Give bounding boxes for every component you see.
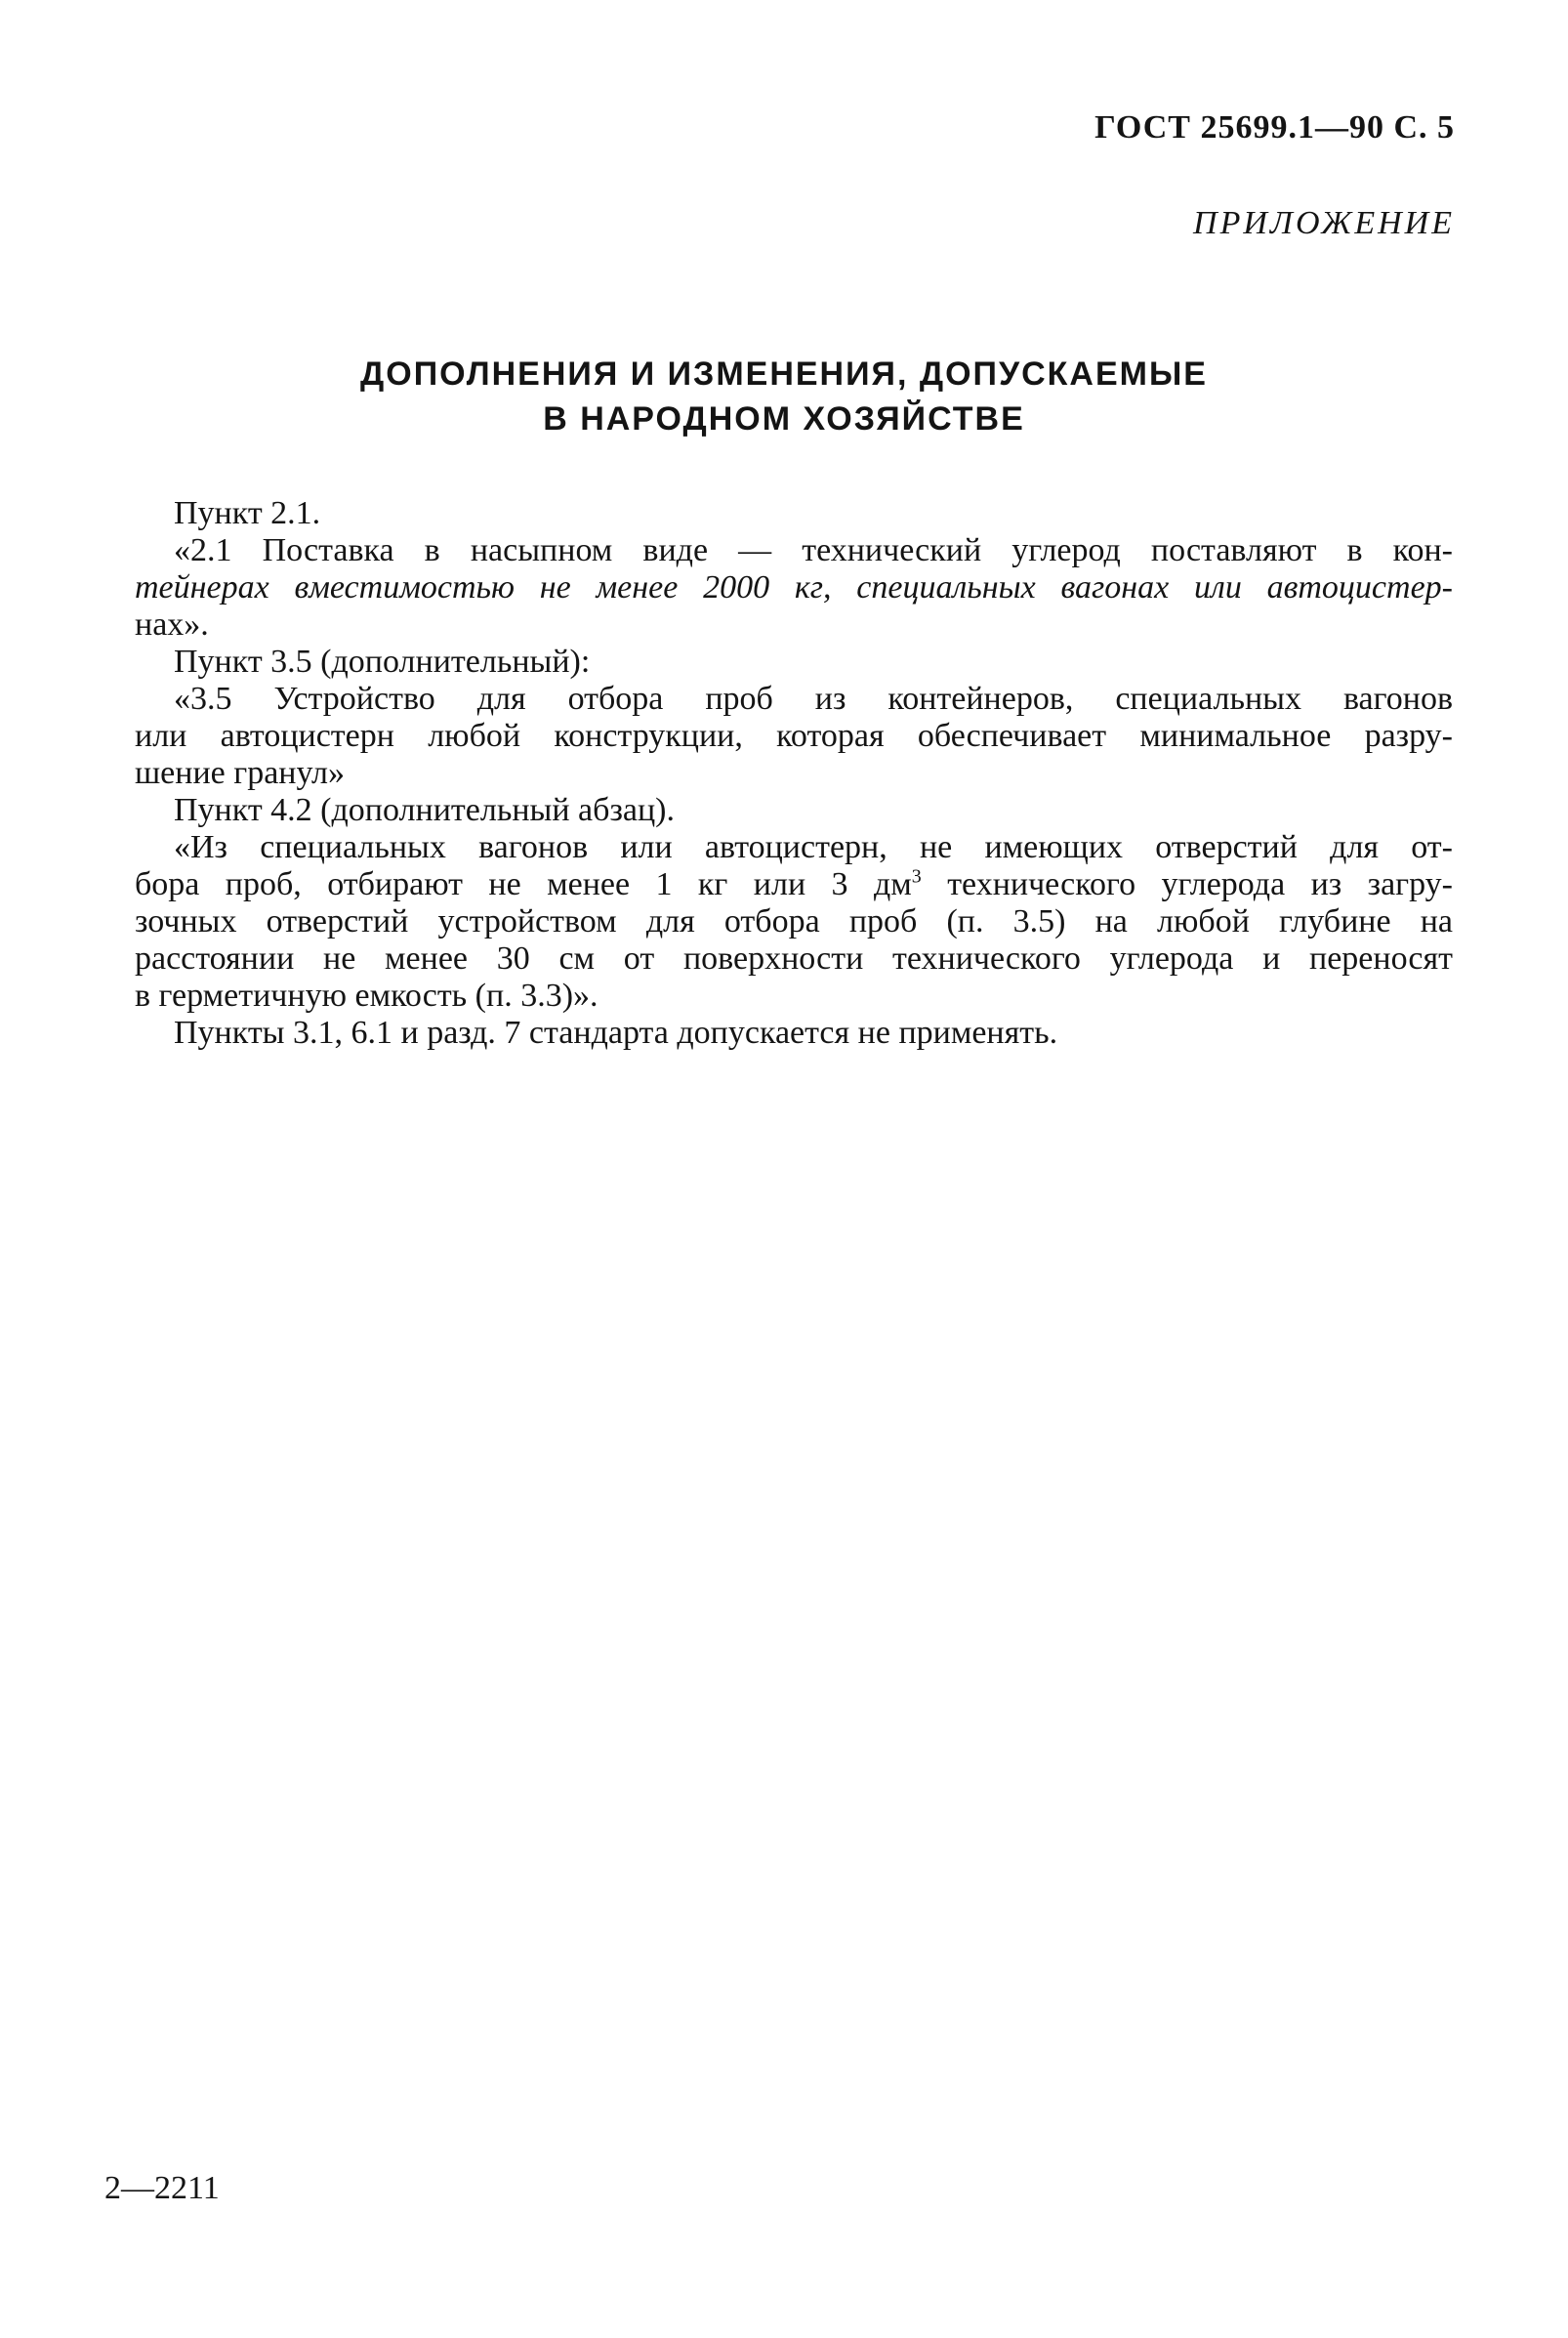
paragraph-heading: Пункт 3.5 (дополнительный): (174, 644, 591, 680)
text-line: расстоянии не менее 30 см от поверхности технического углерода и переносят (135, 940, 1453, 977)
text-line: в герметичную емкость (п. 3.3)». (135, 978, 598, 1014)
paragraph-heading: Пункт 4.2 (дополнительный абзац). (174, 792, 675, 828)
title-line-1: ДОПОЛНЕНИЯ И ИЗМЕНЕНИЯ, ДОПУСКАЕМЫЕ (360, 355, 1208, 393)
paragraph-heading: Пункт 2.1. (174, 495, 321, 531)
appendix-label: ПРИЛОЖЕНИЕ (1193, 205, 1455, 241)
title-line-2: В НАРОДНОМ ХОЗЯЙСТВЕ (543, 400, 1025, 438)
paragraph-closing: Пункты 3.1, 6.1 и разд. 7 стандарта допускается не применять. (174, 1015, 1058, 1051)
text-line (135, 866, 1453, 903)
text-line: «2.1 Поставка в насыпном виде — технический углерод поставляют в кон- (174, 532, 1453, 568)
text-fragment: технического углерода из загру- (921, 866, 1453, 902)
text-line: «3.5 Устройство для отбора проб из контейнеров, специальных вагонов (174, 681, 1453, 717)
standard-reference: ГОСТ 25699.1—90 С. 5 (1094, 109, 1455, 146)
document-body (135, 495, 1453, 1052)
page-code: 2—2211 (104, 2170, 220, 2206)
text-line: тейнерах вместимостью не менее 2000 кг, специальных вагонах или автоцистер- (135, 569, 1453, 605)
text-line: шение гранул» (135, 755, 345, 791)
text-line: «Из специальных вагонов или автоцистерн, не имеющих отверстий для от- (174, 829, 1453, 865)
text-line: или автоцистерн любой конструкции, которая обеспечивает минимальное разру- (135, 718, 1453, 754)
text-line: зочных отверстий устройством для отбора проб (п. 3.5) на любой глубине на (135, 903, 1453, 939)
text-fragment: бора проб, отбирают не менее 1 кг или 3 дм (135, 866, 912, 902)
document-title (0, 352, 1568, 441)
superscript-3: 3 (911, 866, 922, 888)
text-line: нах». (135, 606, 209, 643)
